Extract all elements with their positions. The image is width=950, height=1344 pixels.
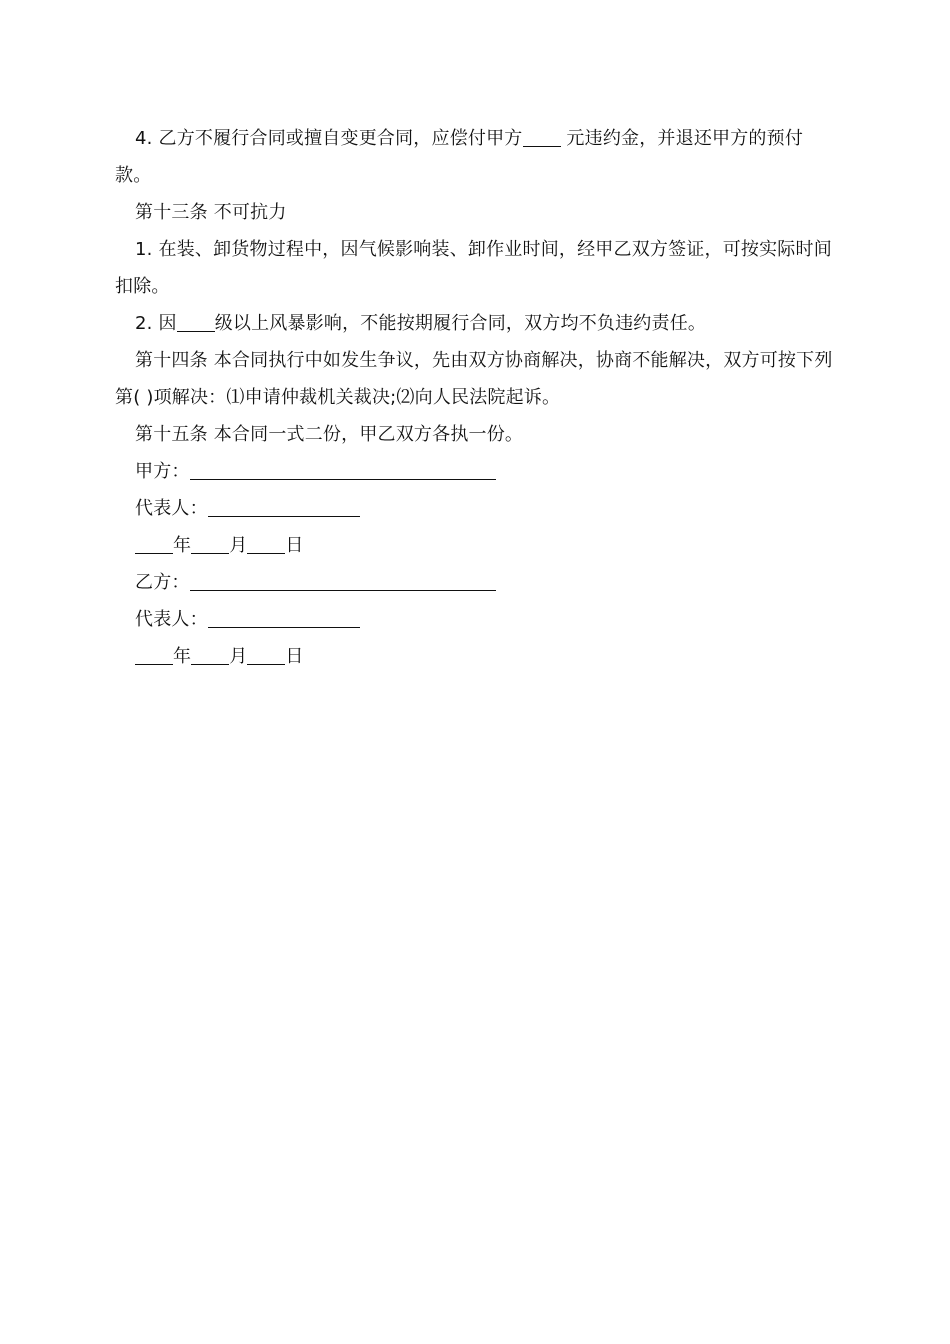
clause-12-item-4-text-end: 元违约金，并退还甲方的预付款。 — [115, 128, 804, 186]
date-a-month-blank — [191, 533, 229, 554]
clause-13-item-2-text-start: 2. 因 — [135, 313, 177, 334]
date-a-day-blank — [247, 533, 285, 554]
date-a-day-label: 日 — [285, 535, 304, 556]
clause-15: 第十五条 本合同一式二份，甲乙双方各执一份。 — [135, 424, 524, 445]
date-a-year-label: 年 — [173, 535, 192, 556]
date-b-day-label: 日 — [285, 646, 304, 667]
party-a-blank — [190, 459, 496, 480]
clause-13-title: 第十三条 不可抗力 — [135, 202, 287, 223]
date-b-year-label: 年 — [173, 646, 192, 667]
contract-body — [115, 120, 837, 675]
rep-b-label: 代表人： — [135, 609, 208, 630]
clause-12-item-4-text-start: 4. 乙方不履行合同或擅自变更合同，应偿付甲方 — [135, 128, 523, 149]
party-b-blank — [190, 570, 496, 591]
party-b-label: 乙方： — [135, 572, 190, 593]
date-b-month-label: 月 — [229, 646, 248, 667]
clause-13-item-1: 1. 在装、卸货物过程中，因气候影响装、卸作业时间，经甲乙双方签证，可按实际时间扣除。 — [115, 239, 832, 297]
date-b-line — [115, 638, 837, 675]
date-a-line — [115, 527, 837, 564]
party-a-label: 甲方： — [135, 461, 190, 482]
clause-13-item-2 — [115, 305, 837, 342]
date-a-month-label: 月 — [229, 535, 248, 556]
date-b-year-blank — [135, 644, 173, 665]
rep-b-blank — [208, 607, 360, 628]
date-b-day-blank — [247, 644, 285, 665]
rep-b-line — [115, 601, 837, 638]
rep-a-label: 代表人： — [135, 498, 208, 519]
date-a-year-blank — [135, 533, 173, 554]
clause-12-item-4 — [115, 120, 837, 194]
party-b-line — [115, 564, 837, 601]
clause-13-item-2-text-end: 级以上风暴影响，不能按期履行合同，双方均不负违约责任。 — [214, 313, 707, 334]
party-a-line — [115, 453, 837, 490]
penalty-amount-blank — [523, 126, 561, 147]
storm-level-blank — [177, 311, 215, 332]
date-b-month-blank — [191, 644, 229, 665]
clause-14: 第十四条 本合同执行中如发生争议，先由双方协商解决，协商不能解决，双方可按下列第( )项解决：⑴申请仲裁机关裁决;⑵向人民法院起诉。 — [115, 350, 833, 408]
rep-a-line — [115, 490, 837, 527]
rep-a-blank — [208, 496, 360, 517]
